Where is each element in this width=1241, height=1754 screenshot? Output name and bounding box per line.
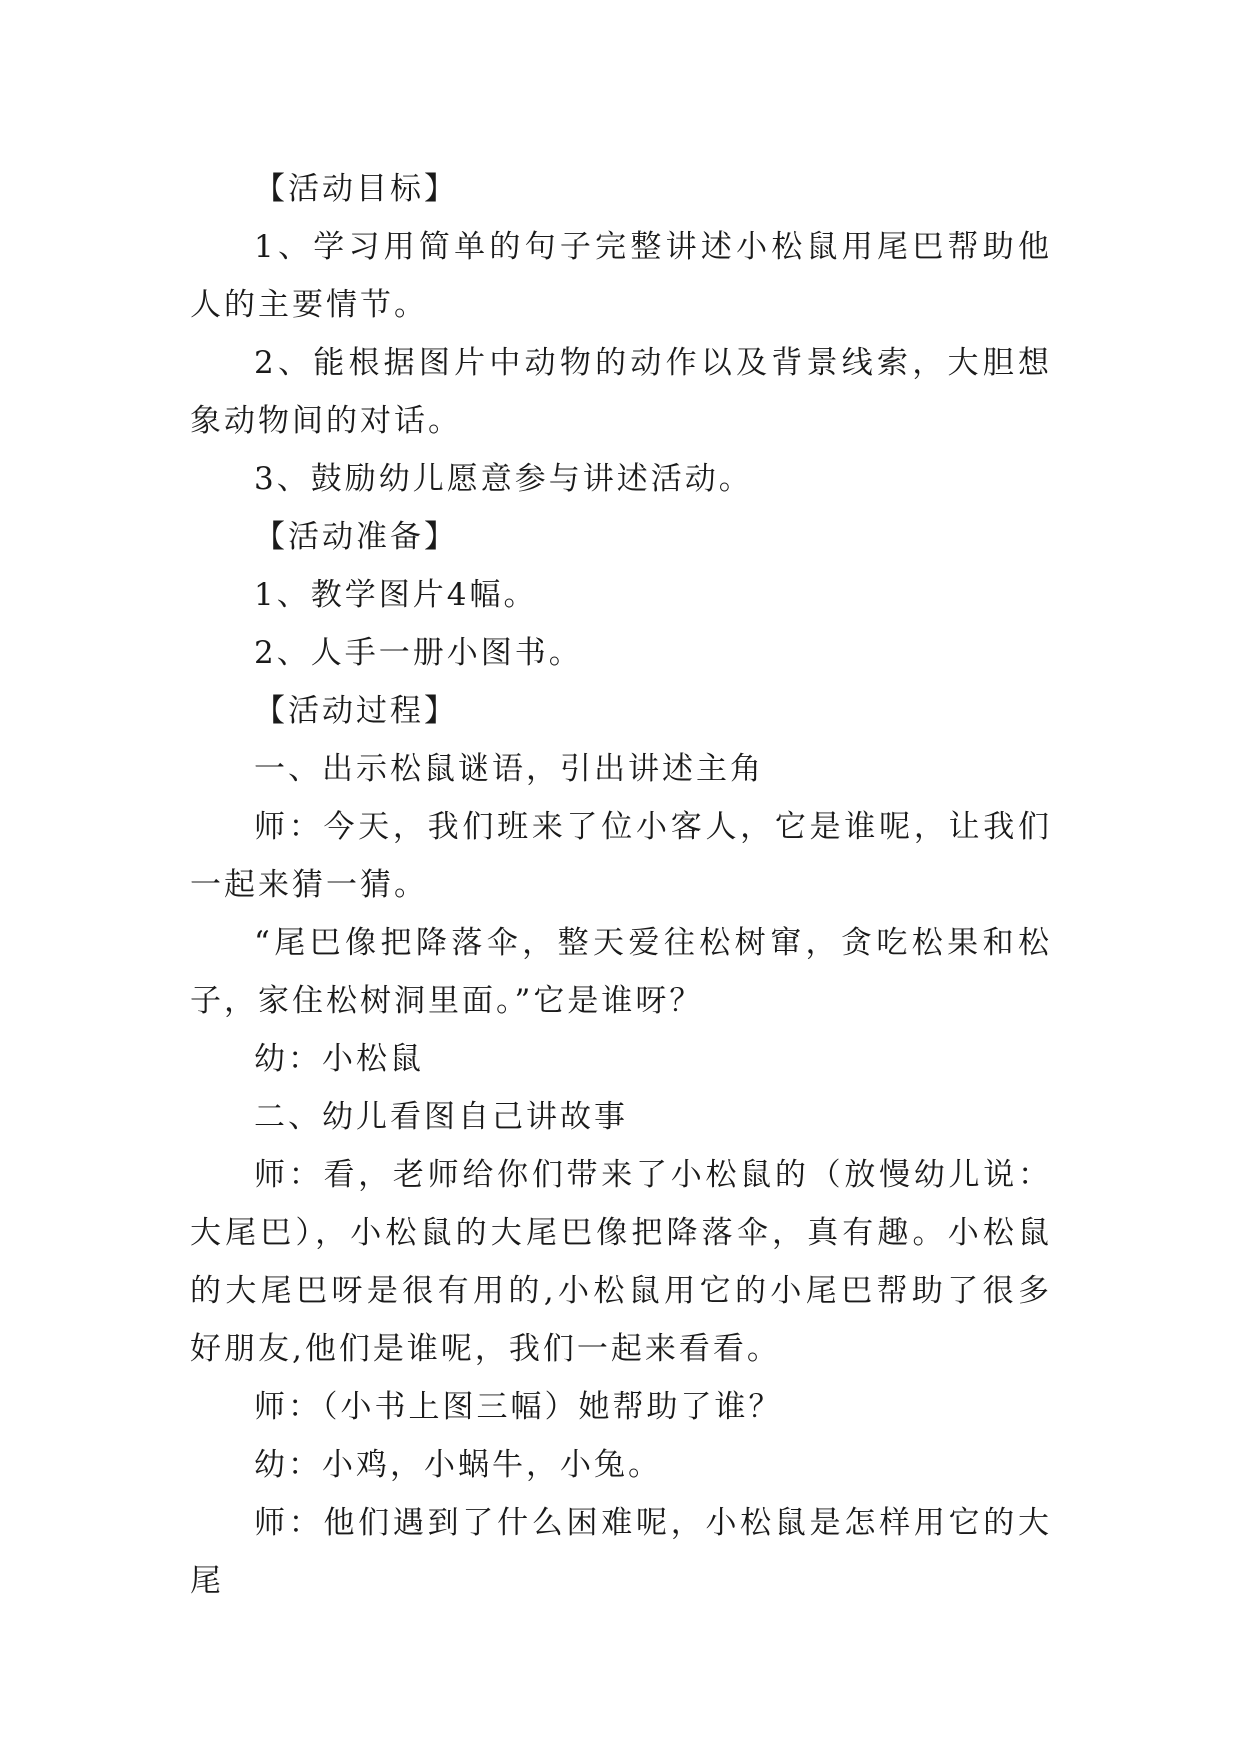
section-heading-process: 【活动过程】 — [254, 693, 458, 729]
child-line: 幼：小鸡，小蜗牛，小兔。 — [254, 1447, 662, 1483]
teacher-line: 师：今天，我们班来了位小客人，它是谁呢，让我们一起来猜一猜。 — [190, 809, 1052, 903]
teacher-line: 师：他们遇到了什么困难呢，小松鼠是怎样用它的大尾 — [190, 1505, 1052, 1599]
goal-item-2: 2、能根据图片中动物的动作以及背景线索，大胆想象动物间的对话。 — [190, 345, 1052, 439]
child-line: 幼：小松鼠 — [254, 1041, 424, 1077]
process-step-1-heading: 一、出示松鼠谜语，引出讲述主角 — [254, 751, 764, 787]
goal-item-3: 3、鼓励幼儿愿意参与讲述活动。 — [254, 461, 753, 497]
preparation-item-1: 1、教学图片4幅。 — [254, 577, 538, 613]
section-heading-goals: 【活动目标】 — [254, 171, 458, 207]
riddle-paragraph: “尾巴像把降落伞，整天爱往松树窜，贪吃松果和松子，家住松树洞里面。”它是谁呀？ — [190, 925, 1052, 1019]
goal-item-1: 1、学习用简单的句子完整讲述小松鼠用尾巴帮助他人的主要情节。 — [190, 229, 1052, 323]
teacher-line: 师：看，老师给你们带来了小松鼠的（放慢幼儿说：大尾巴），小松鼠的大尾巴像把降落伞，真有趣。小松鼠的大尾巴呀是很有用的,小松鼠用它的小尾巴帮助了很多好朋友,他们是谁呢，我们一起来看看。 — [190, 1157, 1052, 1367]
document-body — [190, 160, 1052, 1610]
process-step-2-heading: 二、幼儿看图自己讲故事 — [254, 1099, 628, 1135]
section-heading-preparation: 【活动准备】 — [254, 519, 458, 555]
preparation-item-2: 2、人手一册小图书。 — [254, 635, 583, 671]
teacher-line: 师：（小书上图三幅）她帮助了谁？ — [254, 1389, 783, 1425]
